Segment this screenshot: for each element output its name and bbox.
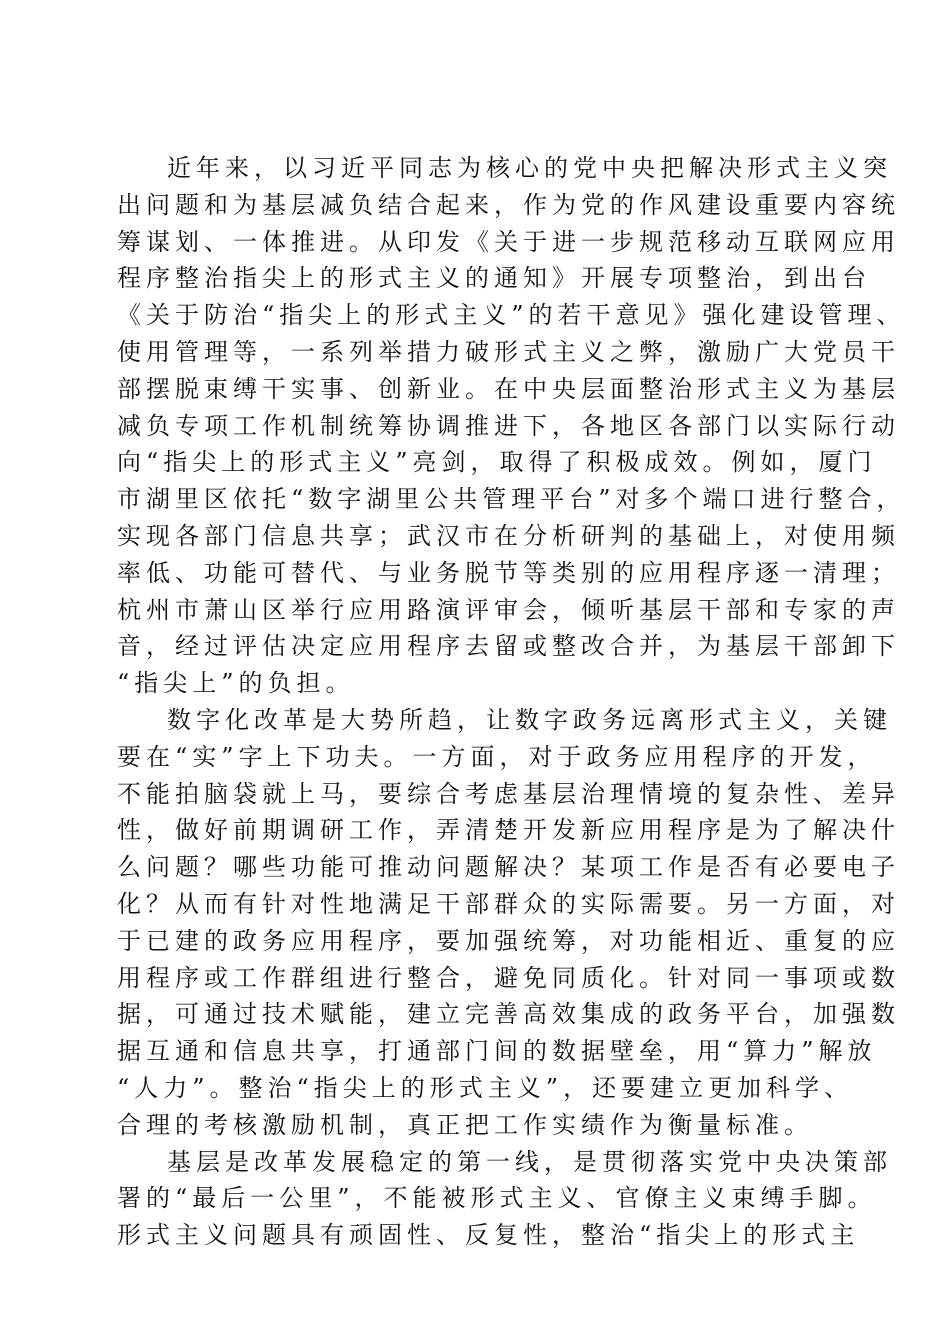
text-line: 实现各部门信息共享；武汉市在分析研判的基础上，对使用频: [117, 521, 900, 550]
text-line: 性，做好前期调研工作，弄清楚开发新应用程序是为了解决什: [117, 816, 900, 845]
text-line: 据，可通过技术赋能，建立完善高效集成的政务平台，加强数: [117, 1000, 900, 1029]
text-line: 据互通和信息共享，打通部门间的数据壁垒，用“算力”解放: [117, 1037, 877, 1066]
text-line: 减负专项工作机制统筹协调推进下，各地区各部门以实际行动: [117, 411, 900, 440]
text-line: 《关于防治“指尖上的形式主义”的若干意见》强化建设管理、: [117, 301, 906, 330]
text-line: 化？从而有针对性地满足干部群众的实际需要。另一方面，对: [117, 889, 900, 918]
text-line: 么问题？哪些功能可推动问题解决？某项工作是否有必要电子: [117, 853, 900, 882]
paragraph-3: [117, 1144, 892, 1254]
text-line: 数字化改革是大势所趋，让数字政务远离形式主义，关键: [167, 705, 892, 734]
text-line: 音，经过评估决定应用程序去留或整改合并，为基层干部卸下: [117, 632, 900, 661]
article-body: [117, 150, 906, 1254]
text-line: 部摆脱束缚干实事、创新业。在中央层面整治形式主义为基层: [117, 374, 900, 403]
text-line: 程序整治指尖上的形式主义的通知》开展专项整治，到出台: [117, 264, 871, 293]
text-line: 市湖里区依托“数字湖里公共管理平台”对多个端口进行整合，: [117, 485, 906, 514]
text-line: 要在“实”字上下功夫。一方面，对于政务应用程序的开发，: [117, 742, 877, 771]
text-line: 用程序或工作群组进行整合，避免同质化。针对同一事项或数: [117, 963, 900, 992]
paragraph-2: [117, 702, 900, 1144]
text-line: 筹谋划、一体推进。从印发《关于进一步规范移动互联网应用: [117, 227, 900, 256]
text-line: 合理的考核激励机制，真正把工作实绩作为衡量标准。: [117, 1110, 813, 1139]
text-line: 杭州市萧山区举行应用路演评审会，倾听基层干部和专家的声: [117, 595, 900, 624]
paragraph-1: [117, 150, 906, 702]
text-line: 率低、功能可替代、与业务脱节等类别的应用程序逐一清理；: [117, 558, 900, 587]
text-line: 于已建的政务应用程序，要加强统筹，对功能相近、重复的应: [117, 926, 900, 955]
text-line: 向“指尖上的形式主义”亮剑，取得了积极成效。例如，厦门: [117, 448, 877, 477]
text-line: 基层是改革发展稳定的第一线，是贯彻落实党中央决策部: [167, 1147, 892, 1176]
text-line: 出问题和为基层减负结合起来，作为党的作风建设重要内容统: [117, 190, 900, 219]
text-line: “指尖上”的负担。: [117, 669, 355, 698]
text-line: 署的“最后一公里”，不能被形式主义、官僚主义束缚手脚。: [117, 1184, 877, 1213]
text-line: 形式主义问题具有顽固性、反复性，整治“指尖上的形式主: [117, 1221, 860, 1250]
text-line: 近年来，以习近平同志为核心的党中央把解决形式主义突: [167, 154, 892, 182]
text-line: 使用管理等，一系列举措力破形式主义之弊，激励广大党员干: [117, 337, 900, 366]
text-line: “人力”。整治“指尖上的形式主义”，还要建立更加科学、: [117, 1073, 854, 1102]
text-line: 不能拍脑袋就上马，要综合考虑基层治理情境的复杂性、差异: [117, 779, 900, 808]
